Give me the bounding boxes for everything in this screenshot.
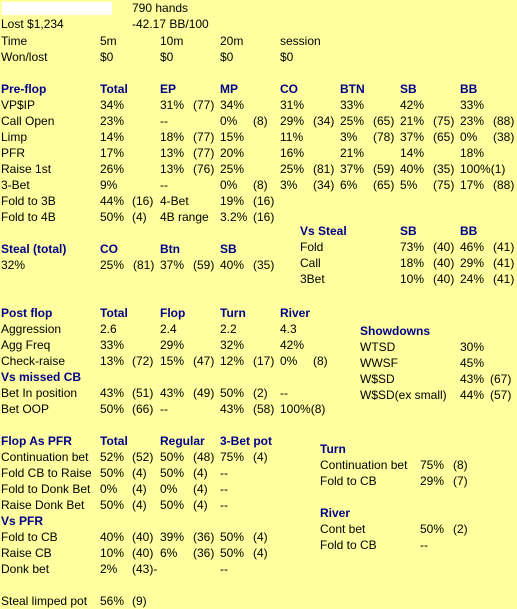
vs-steal-cell: 18%: [400, 256, 425, 270]
preflop-cell: 31%: [280, 98, 305, 112]
vs-missed-cb-cell: (66): [132, 402, 154, 416]
four-bet-label: 4-Bet: [160, 194, 189, 208]
postflop-row-label: Check-raise: [1, 354, 66, 368]
postflop-row-label: Agg Freq: [1, 338, 51, 352]
preflop-cell: 17%: [460, 178, 485, 192]
preflop-cell: 20%: [220, 146, 245, 160]
preflop-col-header: MP: [220, 82, 238, 96]
turn-value: 75%: [420, 458, 445, 472]
preflop-row-label: 3-Bet: [1, 178, 30, 192]
steal-cell: (35): [253, 258, 275, 272]
preflop-cell: (34): [313, 178, 335, 192]
vs-missed-cb-title: Vs missed CB: [1, 370, 82, 384]
lost-amount: Lost $1,234: [1, 17, 64, 31]
preflop-cell: (77): [193, 146, 215, 160]
steal-cell: 40%: [220, 258, 245, 272]
postflop-cell: 42%: [280, 338, 305, 352]
river-row-label: Fold to CB: [320, 538, 377, 552]
flop-pfr-row-label: Raise Donk Bet: [1, 498, 85, 512]
showdown-value: 45%: [460, 356, 485, 370]
vs-steal-row-label: 3Bet: [300, 272, 325, 286]
steal-cell: 25%: [100, 258, 125, 272]
vs-pfr-cell: (43)-: [132, 562, 158, 576]
turn-value: 29%: [420, 474, 445, 488]
river-value: 50%: [420, 522, 445, 536]
preflop-cell: 16%: [280, 146, 305, 160]
four-bet-value: 19%: [220, 194, 245, 208]
preflop-cell: 11%: [280, 130, 304, 144]
vs-missed-cb-cell: 43%: [220, 402, 245, 416]
vs-pfr-cell: 10%: [100, 546, 125, 560]
preflop-cell: (38): [493, 130, 515, 144]
four-bet-range-value: 3.2%: [220, 210, 248, 224]
flop-pfr-cell: (4): [193, 498, 208, 512]
vs-pfr-cell: 2%: [100, 562, 118, 576]
preflop-cell: (8): [253, 114, 268, 128]
flop-pfr-cell: (52): [132, 450, 154, 464]
vs-steal-col-header: BB: [460, 224, 478, 238]
postflop-cell: 33%: [100, 338, 125, 352]
bb-per-100: -42.17 BB/100: [132, 17, 209, 31]
vs-pfr-row-label: Raise CB: [1, 546, 52, 560]
steal-total-value: 32%: [1, 258, 26, 272]
steal-title: Steal (total): [1, 242, 67, 256]
preflop-cell: (78): [373, 130, 395, 144]
preflop-cell: 100%(1): [460, 162, 506, 176]
flop-pfr-cell: 50%: [160, 498, 185, 512]
flop-pfr-cell: 50%: [160, 466, 185, 480]
vs-steal-cell: 24%: [460, 272, 485, 286]
vs-steal-cell: 73%: [400, 240, 425, 254]
vs-missed-cb-cell: (49): [193, 386, 215, 400]
vs-pfr-cell: 50%: [220, 546, 245, 560]
vs-missed-cb-cell: 100%(8): [280, 402, 326, 416]
preflop-cell: (65): [373, 114, 395, 128]
steal-cell: (59): [193, 258, 215, 272]
vs-missed-cb-cell: 43%: [100, 386, 125, 400]
showdown-label: WWSF: [360, 356, 398, 370]
vs-pfr-cell: (36): [193, 546, 215, 560]
vs-pfr-cell: 39%: [160, 530, 185, 544]
preflop-cell: 0%: [460, 130, 478, 144]
turn-title: Turn: [320, 442, 346, 456]
flop-pfr-cell: 50%: [100, 466, 125, 480]
preflop-cell: 26%: [100, 162, 125, 176]
preflop-cell: 3%: [280, 178, 298, 192]
river-title: River: [320, 506, 351, 520]
preflop-cell: 25%: [340, 114, 365, 128]
turn-count: (8): [453, 458, 468, 472]
preflop-cell: (81): [313, 162, 335, 176]
preflop-row-label: Limp: [1, 130, 28, 144]
postflop-cell: 29%: [160, 338, 185, 352]
vs-steal-title: Vs Steal: [300, 224, 347, 238]
fold-to-3bet-label: Fold to 3B: [1, 194, 56, 208]
steal-limped-label: Steal limped pot: [1, 594, 88, 608]
preflop-cell: --: [160, 178, 168, 192]
flop-pfr-cell: 50%: [100, 498, 125, 512]
preflop-row-label: Call Open: [1, 114, 55, 128]
postflop-cell: (72): [132, 354, 154, 368]
preflop-cell: --: [160, 114, 168, 128]
four-bet-range-count: (16): [253, 210, 275, 224]
preflop-cell: (65): [373, 178, 395, 192]
preflop-cell: (76): [193, 162, 215, 176]
vs-pfr-row-label: Donk bet: [1, 562, 50, 576]
flop-pfr-row-label: Continuation bet: [1, 450, 89, 464]
postflop-row-label: Aggression: [1, 322, 62, 336]
fold-to-3bet-value: 44%: [100, 194, 125, 208]
vs-steal-row-label: Fold: [300, 240, 324, 254]
preflop-cell: 21%: [400, 114, 425, 128]
postflop-cell: (8): [313, 354, 328, 368]
flop-pfr-cell: 75%: [220, 450, 245, 464]
flop-pfr-cell: 52%: [100, 450, 125, 464]
vs-steal-cell: (41): [493, 272, 515, 286]
preflop-cell: 23%: [460, 114, 485, 128]
turn-count: (7): [453, 474, 468, 488]
vs-steal-cell: (40): [433, 256, 455, 270]
vs-pfr-cell: (36): [193, 530, 215, 544]
wonlost-value-2: $0: [220, 50, 234, 64]
flop-pfr-title: Flop As PFR: [1, 434, 72, 448]
preflop-cell: (35): [433, 162, 455, 176]
preflop-row-label: VP$IP: [1, 98, 36, 112]
preflop-row-label: PFR: [1, 146, 25, 160]
postflop-col-header: River: [280, 306, 311, 320]
preflop-cell: 5%: [400, 178, 418, 192]
vs-pfr-cell: 6%: [160, 546, 178, 560]
preflop-cell: 21%: [340, 146, 365, 160]
flop-pfr-cell: --: [220, 482, 228, 496]
preflop-col-header: EP: [160, 82, 177, 96]
redacted-player-name: [2, 2, 112, 15]
river-count: (2): [453, 522, 468, 536]
steal-limped-value: 56%: [100, 594, 125, 608]
postflop-cell: 13%: [100, 354, 125, 368]
flop-pfr-cell: --: [220, 466, 228, 480]
vs-missed-cb-cell: (58): [253, 402, 275, 416]
preflop-cell: (75): [433, 178, 455, 192]
flop-pfr-cell: 0%: [160, 482, 178, 496]
postflop-cell: 0%: [280, 354, 298, 368]
showdown-count: (67): [490, 372, 512, 386]
river-row-label: Cont bet: [320, 522, 366, 536]
vs-pfr-cell: (4): [253, 530, 268, 544]
postflop-cell: (47): [193, 354, 215, 368]
preflop-cell: 25%: [220, 162, 245, 176]
preflop-cell: 42%: [400, 98, 425, 112]
flop-pfr-cell: (4): [132, 498, 147, 512]
preflop-cell: 18%: [160, 130, 185, 144]
preflop-cell: 14%: [400, 146, 425, 160]
flop-pfr-cell: --: [220, 498, 228, 512]
turn-row-label: Fold to CB: [320, 474, 377, 488]
flop-pfr-cell: (4): [253, 450, 268, 464]
preflop-col-header: SB: [400, 82, 417, 96]
preflop-cell: 25%: [280, 162, 305, 176]
preflop-cell: 37%: [340, 162, 365, 176]
vs-missed-cb-cell: 50%: [220, 386, 245, 400]
flop-pfr-row-label: Fold to Donk Bet: [1, 482, 91, 496]
postflop-title: Post flop: [1, 306, 53, 320]
steal-cell: (81): [133, 258, 155, 272]
vs-pfr-cell: 40%: [100, 530, 125, 544]
preflop-cell: (77): [193, 130, 215, 144]
vs-missed-cb-cell: 43%: [160, 386, 185, 400]
postflop-cell: 2.2: [220, 322, 237, 336]
preflop-cell: (77): [193, 98, 215, 112]
flop-pfr-cell: (48): [193, 450, 215, 464]
period-2: 20m: [220, 34, 244, 48]
flop-pfr-col-header: Regular: [160, 434, 205, 448]
flop-pfr-cell: (4): [132, 466, 147, 480]
postflop-col-header: Turn: [220, 306, 246, 320]
postflop-col-header: Total: [100, 306, 128, 320]
preflop-col-header: BB: [460, 82, 478, 96]
postflop-cell: (17): [253, 354, 275, 368]
postflop-col-header: Flop: [160, 306, 186, 320]
vs-pfr-cell: (40): [132, 530, 154, 544]
flop-pfr-row-label: Fold CB to Raise: [1, 466, 92, 480]
steal-col-header: SB: [220, 242, 237, 256]
preflop-cell: 0%: [220, 178, 238, 192]
wonlost-value-3: $0: [280, 50, 294, 64]
preflop-cell: 0%: [220, 114, 238, 128]
postflop-cell: 32%: [220, 338, 245, 352]
postflop-cell: 12%: [220, 354, 245, 368]
fold-to-4bet-label: Fold to 4B: [1, 210, 56, 224]
postflop-cell: 15%: [160, 354, 185, 368]
preflop-cell: 33%: [340, 98, 365, 112]
vs-pfr-cell: --: [220, 562, 228, 576]
preflop-col-header: BTN: [340, 82, 365, 96]
vs-pfr-cell: (40): [132, 546, 154, 560]
vs-pfr-cell: (4): [253, 546, 268, 560]
preflop-cell: (88): [493, 178, 515, 192]
postflop-cell: 4.3: [280, 322, 297, 336]
preflop-row-label: Raise 1st: [1, 162, 52, 176]
preflop-col-header: Total: [100, 82, 128, 96]
preflop-cell: 13%: [160, 162, 185, 176]
vs-steal-cell: (40): [433, 272, 455, 286]
preflop-cell: 14%: [100, 130, 125, 144]
preflop-cell: 15%: [220, 130, 245, 144]
fold-to-3bet-count: (16): [132, 194, 154, 208]
flop-pfr-cell: (4): [193, 482, 208, 496]
period-0: 5m: [100, 34, 117, 48]
preflop-cell: (65): [433, 130, 455, 144]
vs-steal-row-label: Call: [300, 256, 321, 270]
vs-missed-cb-row-label: Bet OOP: [1, 402, 50, 416]
flop-pfr-cell: (4): [193, 466, 208, 480]
vs-missed-cb-row-label: Bet In position: [1, 386, 78, 400]
vs-missed-cb-cell: 50%: [100, 402, 125, 416]
flop-pfr-cell: 0%: [100, 482, 118, 496]
four-bet-count: (16): [253, 194, 275, 208]
showdown-value: 30%: [460, 340, 485, 354]
time-label: Time: [1, 34, 28, 48]
vs-missed-cb-cell: (51): [132, 386, 154, 400]
preflop-cell: 9%: [100, 178, 118, 192]
period-3: session: [280, 34, 321, 48]
four-bet-range-label: 4B range: [160, 210, 209, 224]
steal-col-header: CO: [100, 242, 118, 256]
showdown-count: (57): [490, 388, 512, 402]
flop-pfr-col-header: Total: [100, 434, 128, 448]
preflop-cell: 18%: [460, 146, 485, 160]
vs-missed-cb-cell: (2): [253, 386, 268, 400]
preflop-cell: 6%: [340, 178, 358, 192]
preflop-cell: (8): [253, 178, 268, 192]
showdown-label: W$SD(ex small): [360, 388, 447, 402]
preflop-cell: 33%: [460, 98, 485, 112]
postflop-cell: 2.4: [160, 322, 177, 336]
preflop-col-header: CO: [280, 82, 298, 96]
vs-missed-cb-cell: --: [160, 402, 168, 416]
fold-to-4bet-value: 50%: [100, 210, 125, 224]
preflop-cell: 34%: [220, 98, 245, 112]
vs-steal-col-header: SB: [400, 224, 417, 238]
vs-steal-cell: 29%: [460, 256, 485, 270]
vs-steal-cell: (41): [493, 256, 515, 270]
vs-steal-cell: 10%: [400, 272, 425, 286]
preflop-cell: 40%: [400, 162, 425, 176]
vs-steal-cell: (40): [433, 240, 455, 254]
preflop-cell: 29%: [280, 114, 305, 128]
steal-limped-count: (9): [132, 594, 147, 608]
vs-pfr-row-label: Fold to CB: [1, 530, 58, 544]
wonlost-value-0: $0: [100, 50, 114, 64]
turn-row-label: Continuation bet: [320, 458, 408, 472]
preflop-cell: 3%: [340, 130, 358, 144]
postflop-cell: 2.6: [100, 322, 117, 336]
vs-pfr-title: Vs PFR: [1, 514, 44, 528]
preflop-cell: 23%: [100, 114, 125, 128]
showdown-value: 44%: [460, 388, 485, 402]
preflop-cell: (59): [373, 162, 395, 176]
wonlost-value-1: $0: [160, 50, 174, 64]
preflop-cell: 31%: [160, 98, 185, 112]
preflop-cell: (75): [433, 114, 455, 128]
vs-pfr-cell: 50%: [220, 530, 245, 544]
preflop-cell: 13%: [160, 146, 185, 160]
vs-missed-cb-cell: --: [280, 386, 288, 400]
vs-steal-cell: 46%: [460, 240, 485, 254]
flop-pfr-col-header: 3-Bet pot: [220, 434, 272, 448]
vs-steal-cell: (41): [493, 240, 515, 254]
showdown-label: WTSD: [360, 340, 396, 354]
preflop-cell: (88): [493, 114, 515, 128]
flop-pfr-cell: 50%: [160, 450, 185, 464]
preflop-cell: 17%: [100, 146, 125, 160]
showdown-label: W$SD: [360, 372, 395, 386]
steal-cell: 37%: [160, 258, 185, 272]
fold-to-4bet-count: (4): [132, 210, 147, 224]
preflop-cell: 34%: [100, 98, 125, 112]
hands-count: 790 hands: [132, 1, 189, 15]
wonlost-label: Won/lost: [1, 50, 48, 64]
period-1: 10m: [160, 34, 184, 48]
river-value: --: [420, 538, 428, 552]
steal-col-header: Btn: [160, 242, 180, 256]
preflop-cell: 37%: [400, 130, 425, 144]
showdowns-title: Showdowns: [360, 324, 430, 338]
preflop-title: Pre-flop: [1, 82, 47, 96]
preflop-cell: (34): [313, 114, 335, 128]
flop-pfr-cell: (4): [132, 482, 147, 496]
showdown-value: 43%: [460, 372, 485, 386]
